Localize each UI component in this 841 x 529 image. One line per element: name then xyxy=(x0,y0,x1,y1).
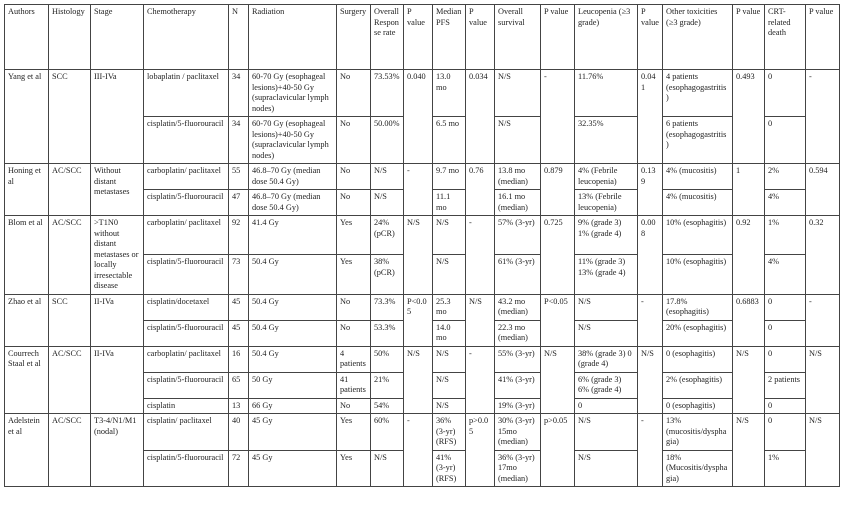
cell-pfs: 13.0 mo xyxy=(433,70,466,117)
cell-pfs: N/S xyxy=(433,372,466,398)
cell-other: 6 patients (esophagogastritis) xyxy=(663,117,733,164)
cell-surgery: No xyxy=(337,294,371,320)
cell-crt: 0 xyxy=(765,117,806,164)
cell-os: 30% (3-yr) 15mo (median) xyxy=(495,414,541,451)
cell-p-pfs: p>0.05 xyxy=(466,414,495,487)
cell-histology: SCC xyxy=(49,70,91,164)
cell-crt: 0 xyxy=(765,70,806,117)
cell-os: 55% (3-yr) xyxy=(495,346,541,372)
cell-p-other: 0.493 xyxy=(733,70,765,164)
cell-os: N/S xyxy=(495,70,541,117)
cell-p-os: N/S xyxy=(541,346,575,414)
cell-p-other: 1 xyxy=(733,164,765,216)
cell-leuco: N/S xyxy=(575,450,638,487)
cell-leuco: N/S xyxy=(575,414,638,451)
column-header: Stage xyxy=(91,5,144,70)
cell-chemo: carboplatin/ paclitaxel xyxy=(144,346,229,372)
cell-radiation: 50.4 Gy xyxy=(249,346,337,372)
column-header: Surgery xyxy=(337,5,371,70)
cell-pfs: 25.3 mo xyxy=(433,294,466,320)
cell-histology: AC/SCC xyxy=(49,414,91,487)
cell-crt: 0 xyxy=(765,320,806,346)
cell-chemo: cisplatin xyxy=(144,398,229,414)
cell-pfs: 36% (3-yr) (RFS) xyxy=(433,414,466,451)
cell-orr: 73.3% xyxy=(371,294,404,320)
cell-n: 16 xyxy=(229,346,249,372)
cell-p-crt: - xyxy=(806,294,840,346)
cell-radiation: 46.8–70 Gy (median dose 50.4 Gy) xyxy=(249,190,337,216)
cell-histology: AC/SCC xyxy=(49,346,91,414)
cell-chemo: cisplatin/5-fluorouracil xyxy=(144,190,229,216)
cell-p-pfs: - xyxy=(466,216,495,295)
cell-os: 19% (3-yr) xyxy=(495,398,541,414)
cell-surgery: Yes xyxy=(337,255,371,294)
cell-radiation: 50 Gy xyxy=(249,372,337,398)
cell-os: N/S xyxy=(495,117,541,164)
cell-other: 2% (esophagitis) xyxy=(663,372,733,398)
cell-os: 36% (3-yr) 17mo (median) xyxy=(495,450,541,487)
cell-leuco: 6% (grade 3) 6% (grade 4) xyxy=(575,372,638,398)
cell-other: 17.8% (esophagitis) xyxy=(663,294,733,320)
cell-chemo: cisplatin/5-fluorouracil xyxy=(144,320,229,346)
cell-radiation: 60-70 Gy (esophageal lesions)+40-50 Gy (supraclavicular lymph nodes) xyxy=(249,117,337,164)
cell-surgery: Yes xyxy=(337,414,371,451)
cell-p-crt: 0.32 xyxy=(806,216,840,295)
cell-n: 92 xyxy=(229,216,249,255)
cell-crt: 0 xyxy=(765,398,806,414)
cell-crt: 4% xyxy=(765,255,806,294)
column-header: Radiation xyxy=(249,5,337,70)
cell-radiation: 41.4 Gy xyxy=(249,216,337,255)
cell-p-other: 0.92 xyxy=(733,216,765,295)
cell-crt: 0 xyxy=(765,346,806,372)
cell-authors: Honing et al xyxy=(5,164,49,216)
column-header: Leucopenia (≥3 grade) xyxy=(575,5,638,70)
cell-n: 47 xyxy=(229,190,249,216)
cell-p-leuco: 0.139 xyxy=(638,164,663,216)
header-row xyxy=(5,5,840,70)
cell-n: 45 xyxy=(229,320,249,346)
cell-p-os: - xyxy=(541,70,575,164)
cell-surgery: No xyxy=(337,190,371,216)
cell-pfs: 9.7 mo xyxy=(433,164,466,190)
cell-os: 57% (3-yr) xyxy=(495,216,541,255)
cell-pfs: N/S xyxy=(433,216,466,255)
cell-surgery: Yes xyxy=(337,216,371,255)
cell-stage: Without distant metastases xyxy=(91,164,144,216)
cell-pfs: 41% (3-yr) (RFS) xyxy=(433,450,466,487)
cell-leuco: 13% (Febrile leucopenia) xyxy=(575,190,638,216)
cell-leuco: 32.35% xyxy=(575,117,638,164)
cell-leuco: 11% (grade 3) 13% (grade 4) xyxy=(575,255,638,294)
column-header: CRT-related death xyxy=(765,5,806,70)
column-header: Other toxicities (≥3 grade) xyxy=(663,5,733,70)
cell-other: 4 patients (esophagogastritis) xyxy=(663,70,733,117)
cell-p-orr: N/S xyxy=(404,346,433,414)
cell-surgery: No xyxy=(337,164,371,190)
cell-n: 72 xyxy=(229,450,249,487)
cell-orr: 21% xyxy=(371,372,404,398)
cell-os: 13.8 mo (median) xyxy=(495,164,541,190)
column-header: N xyxy=(229,5,249,70)
cell-p-os: p>0.05 xyxy=(541,414,575,487)
column-header: P value xyxy=(806,5,840,70)
cell-leuco: 38% (grade 3) 0 (grade 4) xyxy=(575,346,638,372)
cell-p-orr: - xyxy=(404,164,433,216)
cell-crt: 2 patients xyxy=(765,372,806,398)
cell-radiation: 50.4 Gy xyxy=(249,255,337,294)
cell-orr: 50% xyxy=(371,346,404,372)
cell-p-leuco: - xyxy=(638,414,663,487)
cell-os: 41% (3-yr) xyxy=(495,372,541,398)
cell-p-leuco: 0.008 xyxy=(638,216,663,295)
cell-radiation: 45 Gy xyxy=(249,414,337,451)
cell-authors: Yang et al xyxy=(5,70,49,164)
cell-pfs: 14.0 mo xyxy=(433,320,466,346)
cell-other: 13% (mucositis/dysphagia) xyxy=(663,414,733,451)
cell-orr: N/S xyxy=(371,450,404,487)
table-row xyxy=(5,164,840,190)
cell-p-crt: 0.594 xyxy=(806,164,840,216)
cell-p-leuco: N/S xyxy=(638,346,663,414)
cell-chemo: carboplatin/ paclitaxel xyxy=(144,216,229,255)
cell-other: 10% (esophagitis) xyxy=(663,255,733,294)
cell-os: 43.2 mo (median) xyxy=(495,294,541,320)
cell-stage: T3-4/N1/M1 (nodal) xyxy=(91,414,144,487)
cell-pfs: 6.5 mo xyxy=(433,117,466,164)
cell-leuco: N/S xyxy=(575,320,638,346)
cell-chemo: cisplatin/5-fluorouracil xyxy=(144,450,229,487)
cell-authors: Courrech Staal et al xyxy=(5,346,49,414)
cell-p-leuco: 0.041 xyxy=(638,70,663,164)
cell-authors: Blom et al xyxy=(5,216,49,295)
cell-histology: AC/SCC xyxy=(49,164,91,216)
cell-orr: 50.00% xyxy=(371,117,404,164)
cell-orr: 60% xyxy=(371,414,404,451)
table-row xyxy=(5,216,840,255)
cell-p-orr: 0.040 xyxy=(404,70,433,164)
column-header: P value xyxy=(638,5,663,70)
cell-os: 16.1 mo (median) xyxy=(495,190,541,216)
table-row xyxy=(5,294,840,320)
comparison-table xyxy=(4,4,840,487)
cell-p-pfs: 0.034 xyxy=(466,70,495,164)
cell-histology: SCC xyxy=(49,294,91,346)
cell-leuco: 11.76% xyxy=(575,70,638,117)
table-row xyxy=(5,346,840,372)
cell-crt: 1% xyxy=(765,216,806,255)
cell-other: 20% (esophagitis) xyxy=(663,320,733,346)
cell-n: 45 xyxy=(229,294,249,320)
cell-p-os: P<0.05 xyxy=(541,294,575,346)
cell-crt: 2% xyxy=(765,164,806,190)
cell-orr: 24% (pCR) xyxy=(371,216,404,255)
cell-other: 0 (esophagitis) xyxy=(663,398,733,414)
cell-other: 10% (esophagitis) xyxy=(663,216,733,255)
cell-crt: 0 xyxy=(765,294,806,320)
column-header: Median PFS xyxy=(433,5,466,70)
cell-n: 40 xyxy=(229,414,249,451)
cell-surgery: 4 patients xyxy=(337,346,371,372)
cell-other: 18% (Mucositis/dysphagia) xyxy=(663,450,733,487)
cell-crt: 1% xyxy=(765,450,806,487)
column-header: Chemotherapy xyxy=(144,5,229,70)
cell-stage: III-IVa xyxy=(91,70,144,164)
cell-crt: 4% xyxy=(765,190,806,216)
cell-other: 4% (mucositis) xyxy=(663,190,733,216)
cell-radiation: 66 Gy xyxy=(249,398,337,414)
cell-pfs: N/S xyxy=(433,255,466,294)
column-header: Authors xyxy=(5,5,49,70)
column-header: P value xyxy=(733,5,765,70)
cell-surgery: No xyxy=(337,398,371,414)
cell-p-pfs: N/S xyxy=(466,294,495,346)
cell-chemo: carboplatin/ paclitaxel xyxy=(144,164,229,190)
cell-orr: 54% xyxy=(371,398,404,414)
cell-chemo: lobaplatin / paclitaxel xyxy=(144,70,229,117)
cell-other: 0 (esophagitis) xyxy=(663,346,733,372)
cell-p-crt: - xyxy=(806,70,840,164)
cell-n: 34 xyxy=(229,117,249,164)
cell-radiation: 45 Gy xyxy=(249,450,337,487)
cell-orr: 53.3% xyxy=(371,320,404,346)
cell-chemo: cisplatin/5-fluorouracil xyxy=(144,372,229,398)
cell-os: 22.3 mo (median) xyxy=(495,320,541,346)
cell-pfs: N/S xyxy=(433,398,466,414)
cell-p-orr: P<0.05 xyxy=(404,294,433,346)
cell-p-pfs: - xyxy=(466,346,495,414)
cell-radiation: 50.4 Gy xyxy=(249,294,337,320)
cell-p-other: N/S xyxy=(733,346,765,414)
cell-p-other: 0.6883 xyxy=(733,294,765,346)
cell-n: 55 xyxy=(229,164,249,190)
cell-orr: N/S xyxy=(371,164,404,190)
cell-p-leuco: - xyxy=(638,294,663,346)
cell-surgery: No xyxy=(337,117,371,164)
cell-p-crt: N/S xyxy=(806,414,840,487)
cell-n: 34 xyxy=(229,70,249,117)
table-row xyxy=(5,70,840,117)
column-header: P value xyxy=(404,5,433,70)
cell-orr: N/S xyxy=(371,190,404,216)
cell-p-os: 0.725 xyxy=(541,216,575,295)
cell-os: 61% (3-yr) xyxy=(495,255,541,294)
cell-radiation: 50.4 Gy xyxy=(249,320,337,346)
cell-radiation: 46.8–70 Gy (median dose 50.4 Gy) xyxy=(249,164,337,190)
cell-p-orr: N/S xyxy=(404,216,433,295)
cell-p-other: N/S xyxy=(733,414,765,487)
cell-surgery: 41 patients xyxy=(337,372,371,398)
cell-chemo: cisplatin/5-fluorouracil xyxy=(144,117,229,164)
cell-leuco: 4% (Febrile leucopenia) xyxy=(575,164,638,190)
cell-pfs: N/S xyxy=(433,346,466,372)
column-header: Overall Response rate xyxy=(371,5,404,70)
cell-p-crt: N/S xyxy=(806,346,840,414)
cell-n: 65 xyxy=(229,372,249,398)
cell-authors: Adelstein et al xyxy=(5,414,49,487)
cell-radiation: 60-70 Gy (esophageal lesions)+40-50 Gy (supraclavicular lymph nodes) xyxy=(249,70,337,117)
cell-leuco: N/S xyxy=(575,294,638,320)
cell-surgery: Yes xyxy=(337,450,371,487)
cell-stage: II-IVa xyxy=(91,346,144,414)
cell-pfs: 11.1 mo xyxy=(433,190,466,216)
cell-crt: 0 xyxy=(765,414,806,451)
cell-chemo: cisplatin/ paclitaxel xyxy=(144,414,229,451)
cell-leuco: 9% (grade 3) 1% (grade 4) xyxy=(575,216,638,255)
column-header: Histology xyxy=(49,5,91,70)
cell-authors: Zhao et al xyxy=(5,294,49,346)
cell-chemo: cisplatin/docetaxel xyxy=(144,294,229,320)
cell-histology: AC/SCC xyxy=(49,216,91,295)
cell-leuco: 0 xyxy=(575,398,638,414)
table-row xyxy=(5,414,840,451)
cell-orr: 38% (pCR) xyxy=(371,255,404,294)
column-header: P value xyxy=(466,5,495,70)
cell-p-orr: - xyxy=(404,414,433,487)
cell-stage: II-IVa xyxy=(91,294,144,346)
cell-orr: 73.53% xyxy=(371,70,404,117)
cell-surgery: No xyxy=(337,320,371,346)
cell-n: 73 xyxy=(229,255,249,294)
cell-stage: >T1N0 without distant metastases or locally irresectable disease xyxy=(91,216,144,295)
cell-p-os: 0.879 xyxy=(541,164,575,216)
cell-other: 4% (mucositis) xyxy=(663,164,733,190)
column-header: P value xyxy=(541,5,575,70)
column-header: Overall survival xyxy=(495,5,541,70)
cell-chemo: cisplatin/5-fluorouracil xyxy=(144,255,229,294)
cell-surgery: No xyxy=(337,70,371,117)
cell-p-pfs: 0.76 xyxy=(466,164,495,216)
cell-n: 13 xyxy=(229,398,249,414)
